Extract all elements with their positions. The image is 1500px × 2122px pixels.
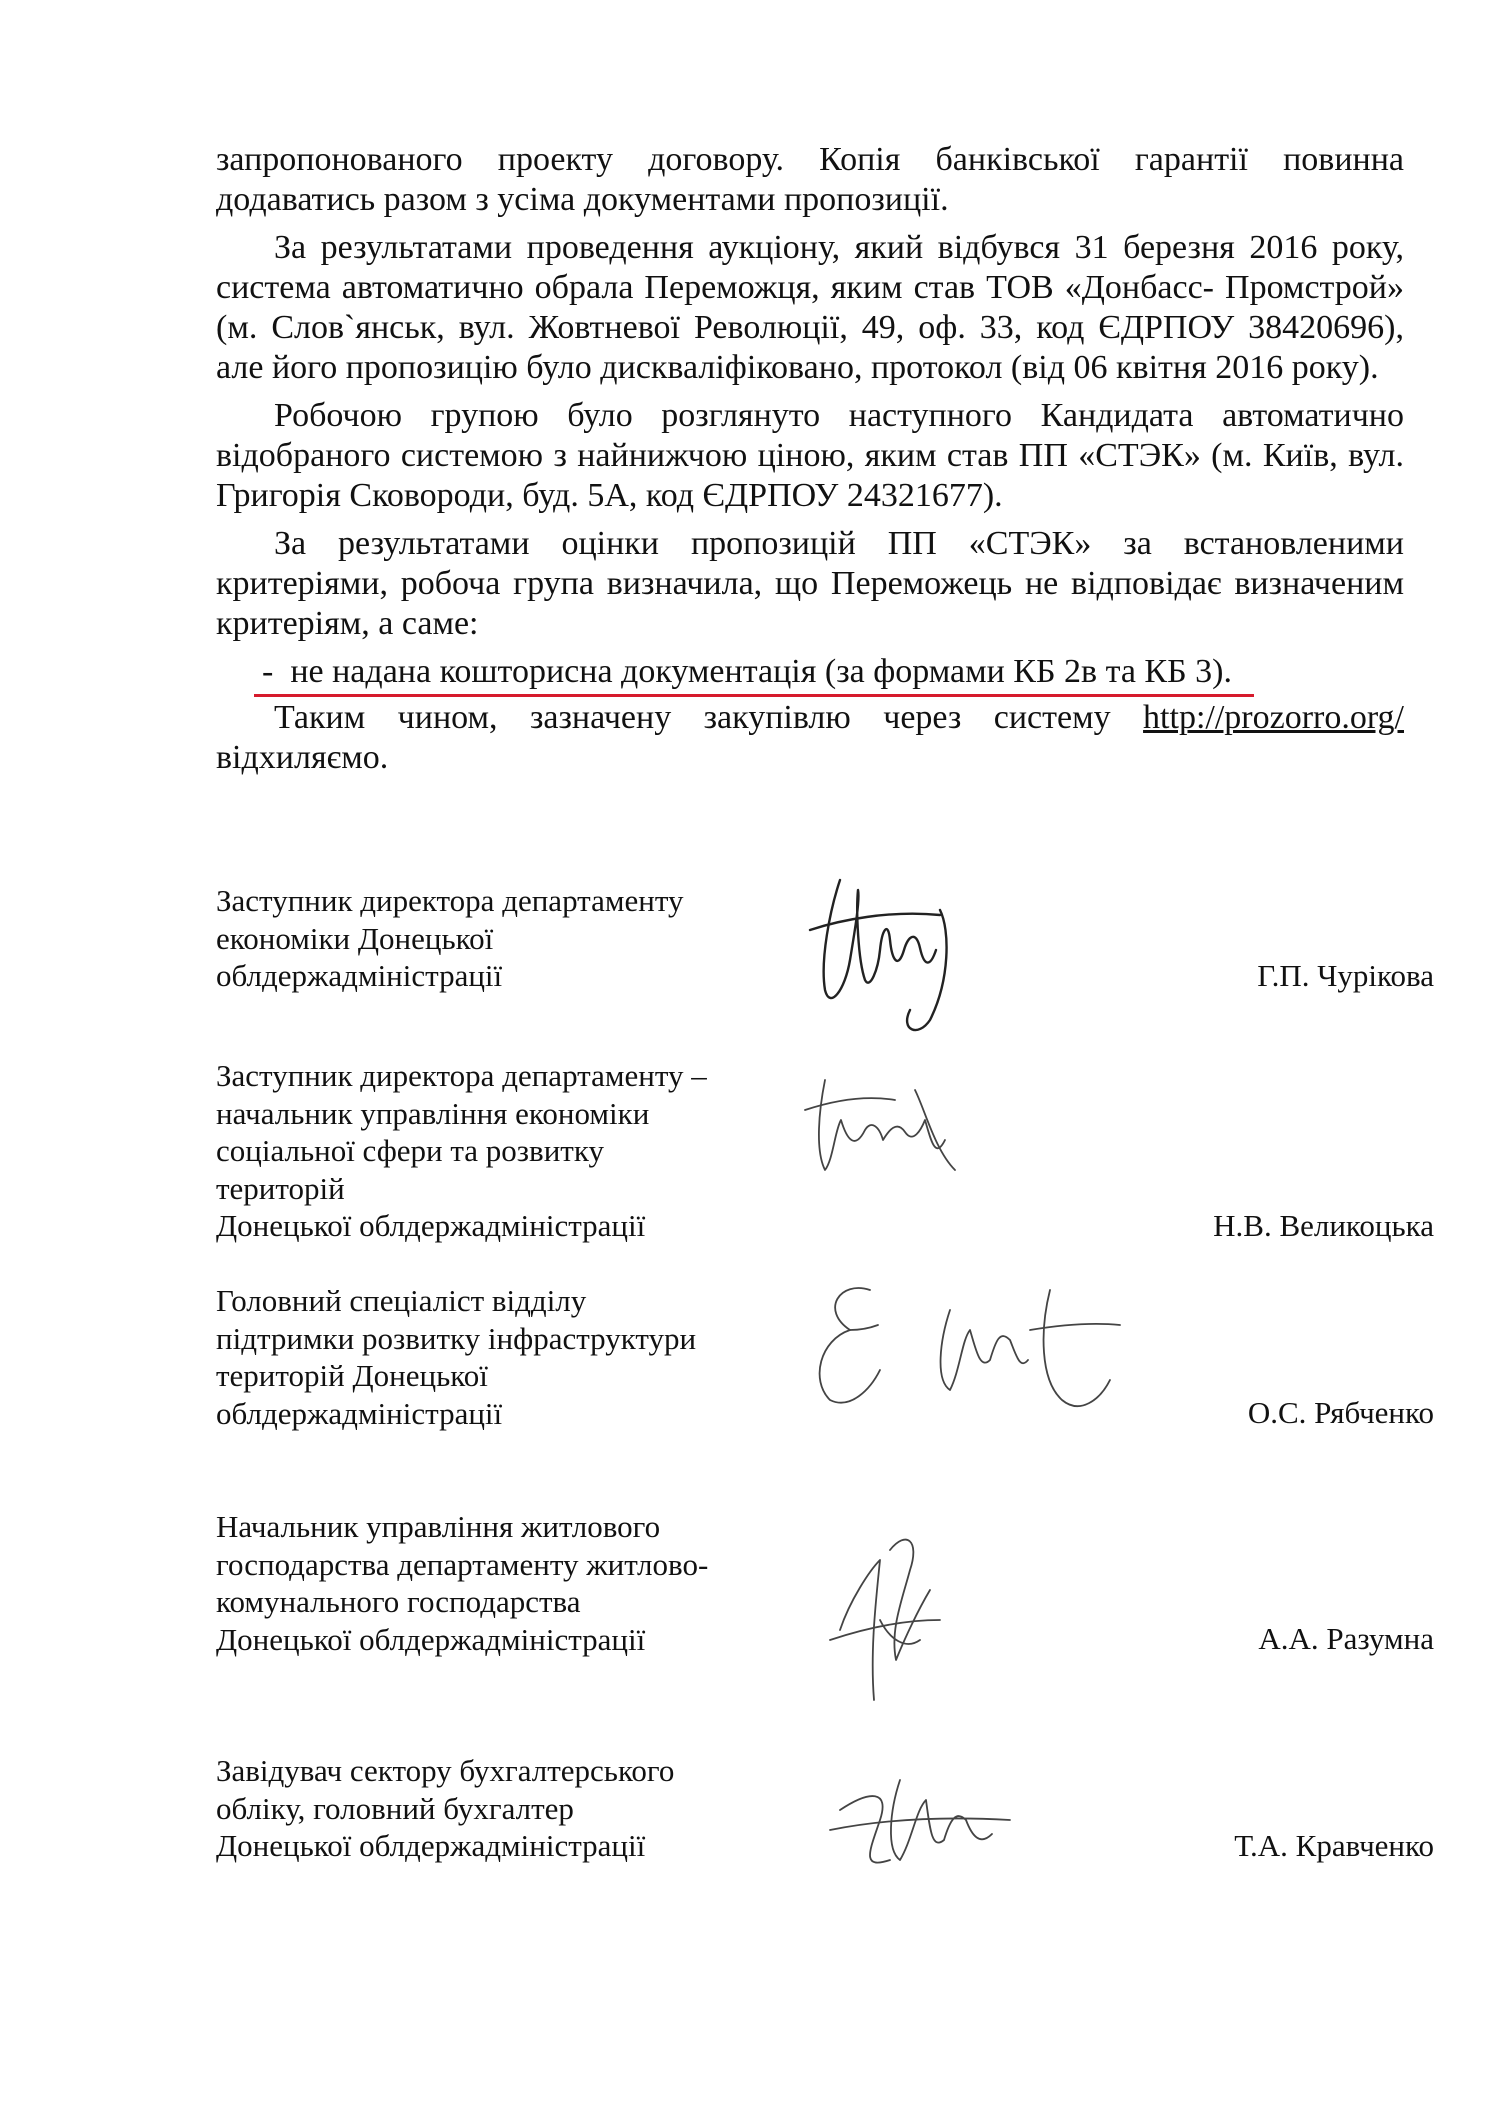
title-line: господарства департаменту житлово-	[216, 1546, 709, 1582]
signatory-name: Г.П. Чурікова	[1257, 958, 1434, 993]
red-underline-highlight	[254, 694, 1254, 697]
handwritten-signature-1	[800, 870, 1010, 1040]
text-line: запропонованого проекту договору. Копія банківської гарантії повинна	[216, 141, 1404, 178]
text-line: За результатами оцінки пропозицій ПП «СТЭК» за встановленими	[274, 525, 1404, 562]
handwritten-signature-3	[800, 1270, 1130, 1440]
prozorro-link[interactable]: http://prozorro.org/	[1143, 699, 1404, 736]
signatory-name: А.А. Разумна	[1258, 1621, 1434, 1656]
title-line: комунального господарства	[216, 1584, 581, 1619]
text-line: додаватись разом з усіма документами пропозиції.	[216, 181, 949, 218]
title-line: Донецької облдержадміністрації	[216, 1208, 646, 1243]
title-line: територій	[216, 1170, 345, 1206]
text-line: За результатами проведення аукціону, який відбувся 31 березня 2016	[274, 229, 1318, 266]
text-line: року, система автоматично обрала Переможця, яким став ТОВ «Донбасс-	[216, 229, 1405, 306]
text-line: відхиляємо.	[216, 739, 389, 776]
title-line: Заступник директора департаменту	[216, 883, 684, 918]
title-line: Заступник директора департаменту –	[216, 1058, 707, 1093]
signatory-title	[216, 882, 776, 995]
title-line: Головний спеціаліст відділу	[216, 1283, 587, 1318]
paragraph-next-candidate	[216, 396, 1404, 516]
title-line: Донецької облдержадміністрації	[216, 1621, 646, 1657]
document-body	[216, 140, 1404, 778]
title-line: облдержадміністрації	[216, 958, 503, 993]
handwritten-signature-4	[810, 1520, 970, 1720]
title-line: Донецької облдержадміністрації	[216, 1828, 646, 1863]
title-line: територій Донецької	[216, 1358, 488, 1393]
title-line: Начальник управління житлового	[216, 1509, 661, 1544]
paragraph-evaluation	[216, 524, 1404, 644]
title-line: Завідувач сектору бухгалтерського	[216, 1753, 675, 1788]
bullet-dash: -	[262, 653, 274, 690]
text-line: визначеним критеріям, а саме:	[216, 565, 1405, 642]
text-line: Робочою групою було розглянуто наступного Кандидата автоматично	[274, 397, 1404, 434]
handwritten-signature-5	[820, 1750, 1020, 1880]
signatory-title	[216, 1057, 776, 1245]
title-line: підтримки розвитку інфраструктури	[216, 1320, 697, 1356]
title-line: обліку, головний бухгалтер	[216, 1790, 574, 1826]
title-line: економіки Донецької	[216, 920, 494, 956]
text-line: Промстрой» (м. Слов`янськ, вул. Жовтневої Революції, 49, оф. 33, код	[216, 269, 1404, 346]
text-line: критеріями, робоча група визначила, що Переможець не відповідає	[216, 565, 1222, 602]
signatory-title	[216, 1752, 776, 1865]
title-line: облдержадміністрації	[216, 1395, 503, 1431]
signatory-title	[216, 1282, 776, 1432]
bullet-text: не надана кошторисна документація (за формами КБ 2в та КБ 3).	[290, 653, 1232, 690]
signatory-name: Н.В. Великоцька	[1213, 1208, 1434, 1243]
signatory-title	[216, 1508, 776, 1658]
paragraph-auction-result	[216, 228, 1404, 388]
text-line: ЄДРПОУ 38420696), але його пропозицію було дискваліфіковано,	[216, 309, 1404, 386]
text-line: вул. Григорія Сковороди, буд. 5А, код ЄДРПОУ 24321677).	[216, 437, 1404, 514]
title-line: соціальної сфери та розвитку	[216, 1133, 604, 1168]
bullet-missing-documentation	[216, 652, 1404, 692]
handwritten-signature-2	[785, 1060, 985, 1190]
signatory-name: О.С. Рябченко	[1247, 1395, 1434, 1430]
text-line: Таким чином, зазначену закупівлю через систему	[274, 699, 1111, 736]
text-line: відобраного системою з найнижчою ціною, яким став ПП «СТЭК» (м. Київ,	[216, 437, 1338, 474]
paragraph-guarantee	[216, 140, 1404, 220]
paragraph-conclusion	[216, 698, 1404, 778]
text-line: протокол (від 06 квітня 2016 року).	[870, 349, 1379, 386]
signatory-name: Т.А. Кравченко	[1234, 1828, 1434, 1863]
title-line: начальник управління економіки	[216, 1095, 650, 1131]
